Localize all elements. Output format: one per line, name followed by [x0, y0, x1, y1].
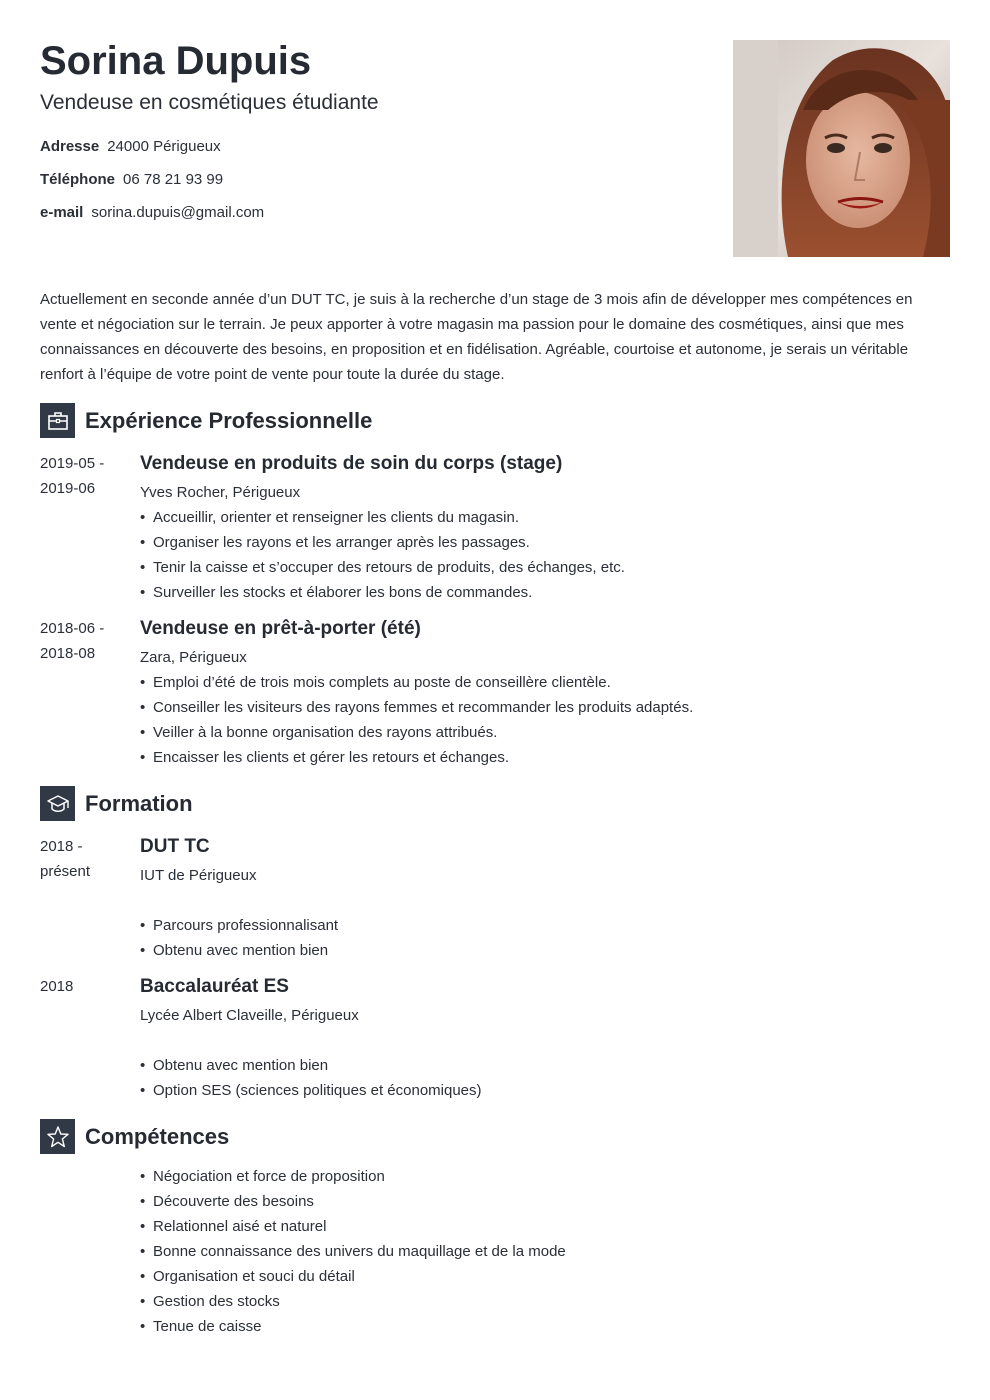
entry-date: 2019-05 - 2019-06 [40, 455, 105, 497]
contact-label: e-mail [40, 204, 84, 221]
list-item: • Parcours professionnalisant [140, 913, 950, 938]
list-item: • Emploi d’été de trois mois complets au poste de conseillère clientèle. [140, 670, 950, 695]
skill-item: • Découverte des besoins [140, 1189, 950, 1214]
entry-organization: Zara, Périgueux [140, 649, 247, 666]
skill-item: • Organisation et souci du détail [140, 1264, 950, 1289]
entry-organization: IUT de Périgueux [140, 867, 257, 884]
entry-bullets [140, 1053, 950, 1103]
entry-bullets [140, 913, 950, 963]
section-skills-header [40, 1119, 229, 1154]
skill-item: • Gestion des stocks [140, 1289, 950, 1314]
candidate-name: Sorina Dupuis [40, 39, 312, 83]
resume-header [40, 38, 700, 237]
section-title: Formation [85, 790, 193, 816]
contact-list [40, 138, 700, 237]
contact-label: Téléphone [40, 171, 116, 188]
list-item: • Accueillir, orienter et renseigner les clients du magasin. [140, 505, 950, 530]
entry-title: Vendeuse en produits de soin du corps (stage) [140, 453, 563, 474]
contact-value: 24000 Périgueux [107, 138, 221, 155]
list-item: • Option SES (sciences politiques et économiques) [140, 1078, 950, 1103]
contact-email [40, 204, 700, 237]
graduation-cap-icon [40, 786, 75, 821]
entry-date: 2018 [40, 978, 74, 995]
skill-item: • Relationnel aisé et naturel [140, 1214, 950, 1239]
list-item: • Obtenu avec mention bien [140, 938, 950, 963]
list-item: • Encaisser les clients et gérer les retours et échanges. [140, 745, 950, 770]
entry-title: DUT TC [140, 836, 210, 857]
entry-title: Baccalauréat ES [140, 976, 289, 997]
entry-organization: Lycée Albert Claveille, Périgueux [140, 1007, 359, 1024]
section-title: Expérience Professionnelle [85, 407, 373, 433]
section-title: Compétences [85, 1123, 230, 1149]
profile-photo [733, 40, 950, 257]
list-item: • Conseiller les visiteurs des rayons femmes et recommander les produits adaptés. [140, 695, 950, 720]
skill-item: • Négociation et force de proposition [140, 1164, 950, 1189]
skill-item: • Bonne connaissance des univers du maquillage et de la mode [140, 1239, 950, 1264]
profile-summary: Actuellement en seconde année d’un DUT TC, je suis à la recherche d’un stage de 3 mois afin de développer mes compétences en vente et négociation sur le terrain. Je peux apporter à votre magasin ma passion pour le domaine des cosmétiques, ainsi que mes connaissances en découverte des besoins, en proposition et en fidélisation. Agréable, courtoise et autonome, je serais un véritable renfort à l’équipe de votre point de vente pour toute la durée du stage. [40, 291, 913, 383]
list-item: • Veiller à la bonne organisation des rayons attribués. [140, 720, 950, 745]
contact-phone [40, 171, 700, 204]
briefcase-icon [40, 403, 75, 438]
contact-value: 06 78 21 93 99 [123, 171, 224, 188]
contact-label: Adresse [40, 138, 100, 155]
entry-organization: Yves Rocher, Périgueux [140, 484, 301, 501]
list-item: • Tenir la caisse et s’occuper des retours de produits, des échanges, etc. [140, 555, 950, 580]
entry-date: 2018 - présent [40, 838, 91, 880]
list-item: • Organiser les rayons et les arranger après les passages. [140, 530, 950, 555]
entry-title: Vendeuse en prêt-à-porter (été) [140, 618, 421, 639]
candidate-title: Vendeuse en cosmétiques étudiante [40, 91, 379, 114]
entry-date: 2018-06 - 2018-08 [40, 620, 105, 662]
section-experience-header [40, 403, 372, 438]
contact-address [40, 138, 700, 171]
star-icon [40, 1119, 75, 1154]
skill-item: • Tenue de caisse [140, 1314, 950, 1339]
contact-value: sorina.dupuis@gmail.com [91, 204, 265, 221]
list-item: • Surveiller les stocks et élaborer les bons de commandes. [140, 580, 950, 605]
entry-bullets [140, 670, 950, 770]
entry-bullets [140, 505, 950, 605]
list-item: • Obtenu avec mention bien [140, 1053, 950, 1078]
section-education-header [40, 786, 193, 821]
